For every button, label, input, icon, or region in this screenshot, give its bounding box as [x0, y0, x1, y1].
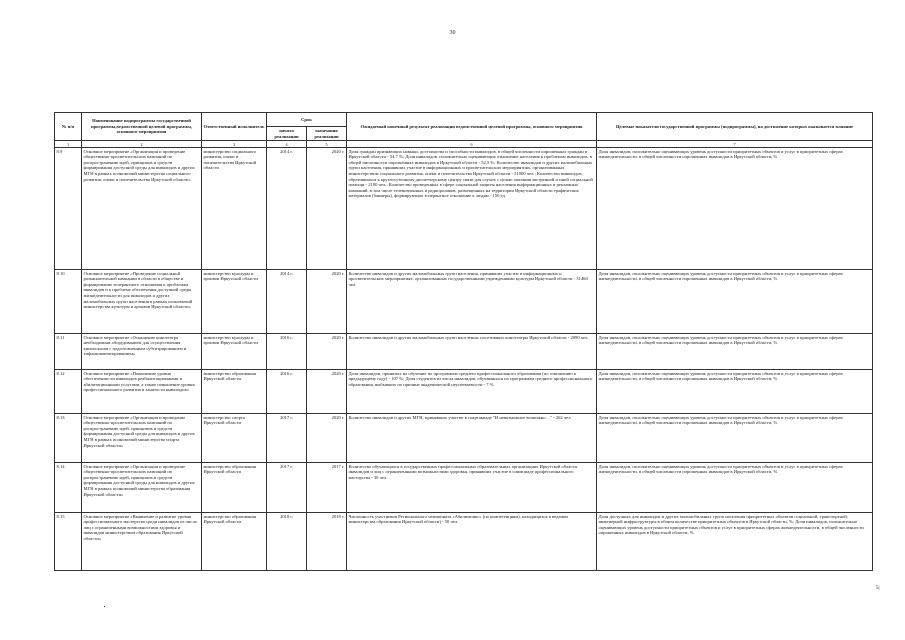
row-number: 8.15: [55, 513, 82, 571]
header-term-end: окончания реализации: [307, 127, 347, 141]
row-number: 8.14: [55, 463, 82, 513]
header-executor: Ответственный исполнитель: [202, 113, 267, 141]
header-name: Наименование подпрограммы государственной программы,ведомственной целевой программы, основного мероприятия: [82, 113, 202, 141]
header-num: № п/п: [55, 113, 82, 141]
expected-result: Количество инвалидов и других МГН, принявших участие в спартакиаде "И невозможное возможно…" - 262 чел.: [347, 414, 597, 463]
expected-result: Количество обучающихся в государственных профессиональных образовательных организациях Иркутской области инвалидов и лиц с ограниченными возможностями здоровья, принявших участие в олимпиаде профессионального мастерства - 30 чел.: [347, 463, 597, 513]
expected-result: Доля граждан признающих навыки, достоинства и способности инвалидов, в общей численности опрошенных граждан в Иркутской области - 54,7 %; Доля инвалидов, положительно оценивающих отношение населения к проблемам инвалидов, в общей численности опрошенных инвалидов в Иркутской области - 52,5 %; Количество инвалидов и других маломобильных групп населения, принявших участие в информационных и просветительских мероприятиях, организованных министерством социального развития, опеки и попечительства Иркутской области - 51000 чел.; Количество инвалидов, обратившихся к круглосуточному диспетчерскому центру связи для глухих с целью оказания экстренной и иной социальной помощи - 2100 чел.; Количество проведенных в сфере социальной защиты населения информационных и рекламных кампаний, в том числе телевизионных и радиороликов, размещенных на территории Иркутской области графических материалов (баннеры), формирующих толерантное отношение к людям - 150 ед.: [347, 148, 597, 270]
table-row: [55, 148, 873, 270]
measure-name: Основное мероприятие «Оснащение кинотеатра необходимым оборудованием для осуществления кинопоказов с подготовленным субтитрированием и тифлокомментированием»: [82, 334, 202, 370]
expected-result: Доля инвалидов, принятых на обучение по программам среднего профессионального образования (по отношению к предыдущему году) - 107 %; Доля студентов из числа инвалидов, обучавшихся по программам среднего профессионального образования, выбывших по причине академической неуспеваемости - 7 %: [347, 370, 597, 414]
table-row: [55, 270, 873, 334]
end-year: 2020 г.: [307, 148, 347, 270]
measure-name: Основное мероприятие «Повышение уровня обеспеченности инвалидов реабилитационными и абилитационными услугами, а также повышение уровня профессионального развития и занятости инвалидов»: [82, 370, 202, 414]
header-indicators: Целевые показатели государственной программы (подпрограммы), на достижение которых оказывается влияние: [597, 113, 873, 141]
measure-name: Основное мероприятие «Проведение социальной разъяснительной кампании в области в обществе и формирование толерантного отношения к проблемам инвалидов и к проблеме обеспечения доступной среды жизнедеятельности для инвалидов и других маломобильных групп населения в рамках полномочий министерства культуры и архивов Иркутской области»: [82, 270, 202, 334]
start-year: 2017 г.: [267, 463, 307, 513]
target-indicators: Доля инвалидов, положительно оценивающих уровень доступности приоритетных объектов и услуг в приоритетных сферах жизнедеятельности, в общей численности опрошенных инвалидов в Иркутской области, %: [597, 334, 873, 370]
table-row: [55, 513, 873, 571]
measure-name: Основное мероприятие «Организация и проведение общественно-просветительских кампаний по распространению идей, принципов и средств формирования доступной среды для инвалидов и других МГН в рамках полномочий министерства социального развития, опеки и попечительства Иркутской области»: [82, 148, 202, 270]
table-row: [55, 334, 873, 370]
target-indicators: Доля инвалидов, положительно оценивающих уровень доступности приоритетных объектов и услуг в приоритетных сферах жизнедеятельности, в общей численности опрошенных инвалидов в Иркутской области, %: [597, 370, 873, 414]
column-number: 7: [597, 141, 873, 148]
page-number: 30: [449, 30, 456, 36]
header-result: Ожидаемый конечный результат реализации ведомственной целевой программы, основного мероприятия: [347, 113, 597, 141]
target-indicators: Доля инвалидов, положительно оценивающих уровень доступности приоритетных объектов и услуг в приоритетных сферах жизнедеятельности, в общей численности опрошенных инвалидов в Иркутской области, %: [597, 463, 873, 513]
executor: министерство спорта Иркутской области: [202, 414, 267, 463]
executor: министерство социального развития, опеки и попечительства Иркутской области: [202, 148, 267, 270]
column-number: 1: [55, 141, 82, 148]
executor: министерство культуры и архивов Иркутской области: [202, 270, 267, 334]
start-year: 2014 г.: [267, 148, 307, 270]
expected-result: Количество инвалидов и других маломобильных групп населения, принявших участие в информационных и просветительских мероприятиях, организованных государственными учреждениями культуры Иркутской области - 31460 чел.: [347, 270, 597, 334]
end-year: 2020 г.: [307, 270, 347, 334]
expected-result: Численность участников Регионального чемпионата «Абилимпикс» (по компетенциям), находящихся в ведении министерства образования Иркутской области) - 50 чел.: [347, 513, 597, 571]
program-measures-table: [54, 112, 873, 571]
end-year: 2020 г.: [307, 414, 347, 463]
executor: министерство образования Иркутской области: [202, 463, 267, 513]
end-year: 2020 г.: [307, 334, 347, 370]
scan-speck: [104, 606, 105, 607]
header-term: Срок: [267, 113, 347, 127]
start-year: 2018 г.: [267, 513, 307, 571]
measure-name: Основное мероприятие «Организация и проведение общественно-просветительских кампаний по распространению идей, принципов и средств формирования доступной среды для инвалидов и других МГН в рамках полномочий министерства спорта Иркутской области»: [82, 414, 202, 463]
measure-name: Основное мероприятие «Организация и проведение общественно-просветительских кампаний по распространению идей, принципов и средств формирования доступной среды для инвалидов и других МГН в рамках полномочий министерства образования Иркутской области»: [82, 463, 202, 513]
column-number: 5: [307, 141, 347, 148]
executor: министерство образования Иркутской области: [202, 513, 267, 571]
row-number: 8.12: [55, 370, 82, 414]
table-row: [55, 463, 873, 513]
end-year: 2020 г.: [307, 370, 347, 414]
column-number-row: [55, 141, 873, 148]
row-number: 8.9: [55, 148, 82, 270]
column-number: 3: [202, 141, 267, 148]
row-number: 8.11: [55, 334, 82, 370]
table-row: [55, 414, 873, 463]
margin-mark: 5|: [876, 586, 880, 591]
executor: министерство образования Иркутской области: [202, 370, 267, 414]
column-number: 6: [347, 141, 597, 148]
end-year: 2017 г.: [307, 463, 347, 513]
target-indicators: Доля инвалидов, положительно оценивающих уровень доступности приоритетных объектов и услуг в приоритетных сферах жизнедеятельности, в общей численности опрошенных инвалидов в Иркутской области, %: [597, 270, 873, 334]
row-number: 8.10: [55, 270, 82, 334]
start-year: 2017 г.: [267, 414, 307, 463]
start-year: 2016 г.: [267, 370, 307, 414]
header-term-start: начала реализации: [267, 127, 307, 141]
measure-name: Основное мероприятие «Выявление и развитие уровня профессионального мастерства среди инвалидов из числа лиц с ограниченными возможностями здоровья и инвалидов министерством образования Иркутской области»: [82, 513, 202, 571]
column-number: 4: [267, 141, 307, 148]
executor: министерство культуры и архивов Иркутской области: [202, 334, 267, 370]
target-indicators: Доля доступных для инвалидов и других маломобильных групп населения приоритетных объектов социальной, транспортной, инженерной инфраструктуры в общем количестве приоритетных объектов в Иркутской области, %; Доля инвалидов, положительно оценивающих уровень доступности приоритетных объектов и услуг в приоритетных сферах жизнедеятельности, в общей численности опрошенных инвалидов в Иркутской области, %: [597, 513, 873, 571]
end-year: 2018 г.: [307, 513, 347, 571]
expected-result: Количество инвалидов и других маломобильных групп населения, посетивших кинотеатры Иркутской области - 2090 чел.: [347, 334, 597, 370]
row-number: 8.13: [55, 414, 82, 463]
column-number: 2: [82, 141, 202, 148]
target-indicators: Доля инвалидов, положительно оценивающих уровень доступности приоритетных объектов и услуг в приоритетных сферах жизнедеятельности, в общей численности опрошенных инвалидов в Иркутской области, %: [597, 414, 873, 463]
table-row: [55, 370, 873, 414]
start-year: 2014 г.: [267, 270, 307, 334]
target-indicators: Доля инвалидов, положительно оценивающих уровень доступности приоритетных объектов и услуг в приоритетных сферах жизнедеятельности, в общей численности опрошенных инвалидов в Иркутской области, %: [597, 148, 873, 270]
start-year: 2016 г.: [267, 334, 307, 370]
